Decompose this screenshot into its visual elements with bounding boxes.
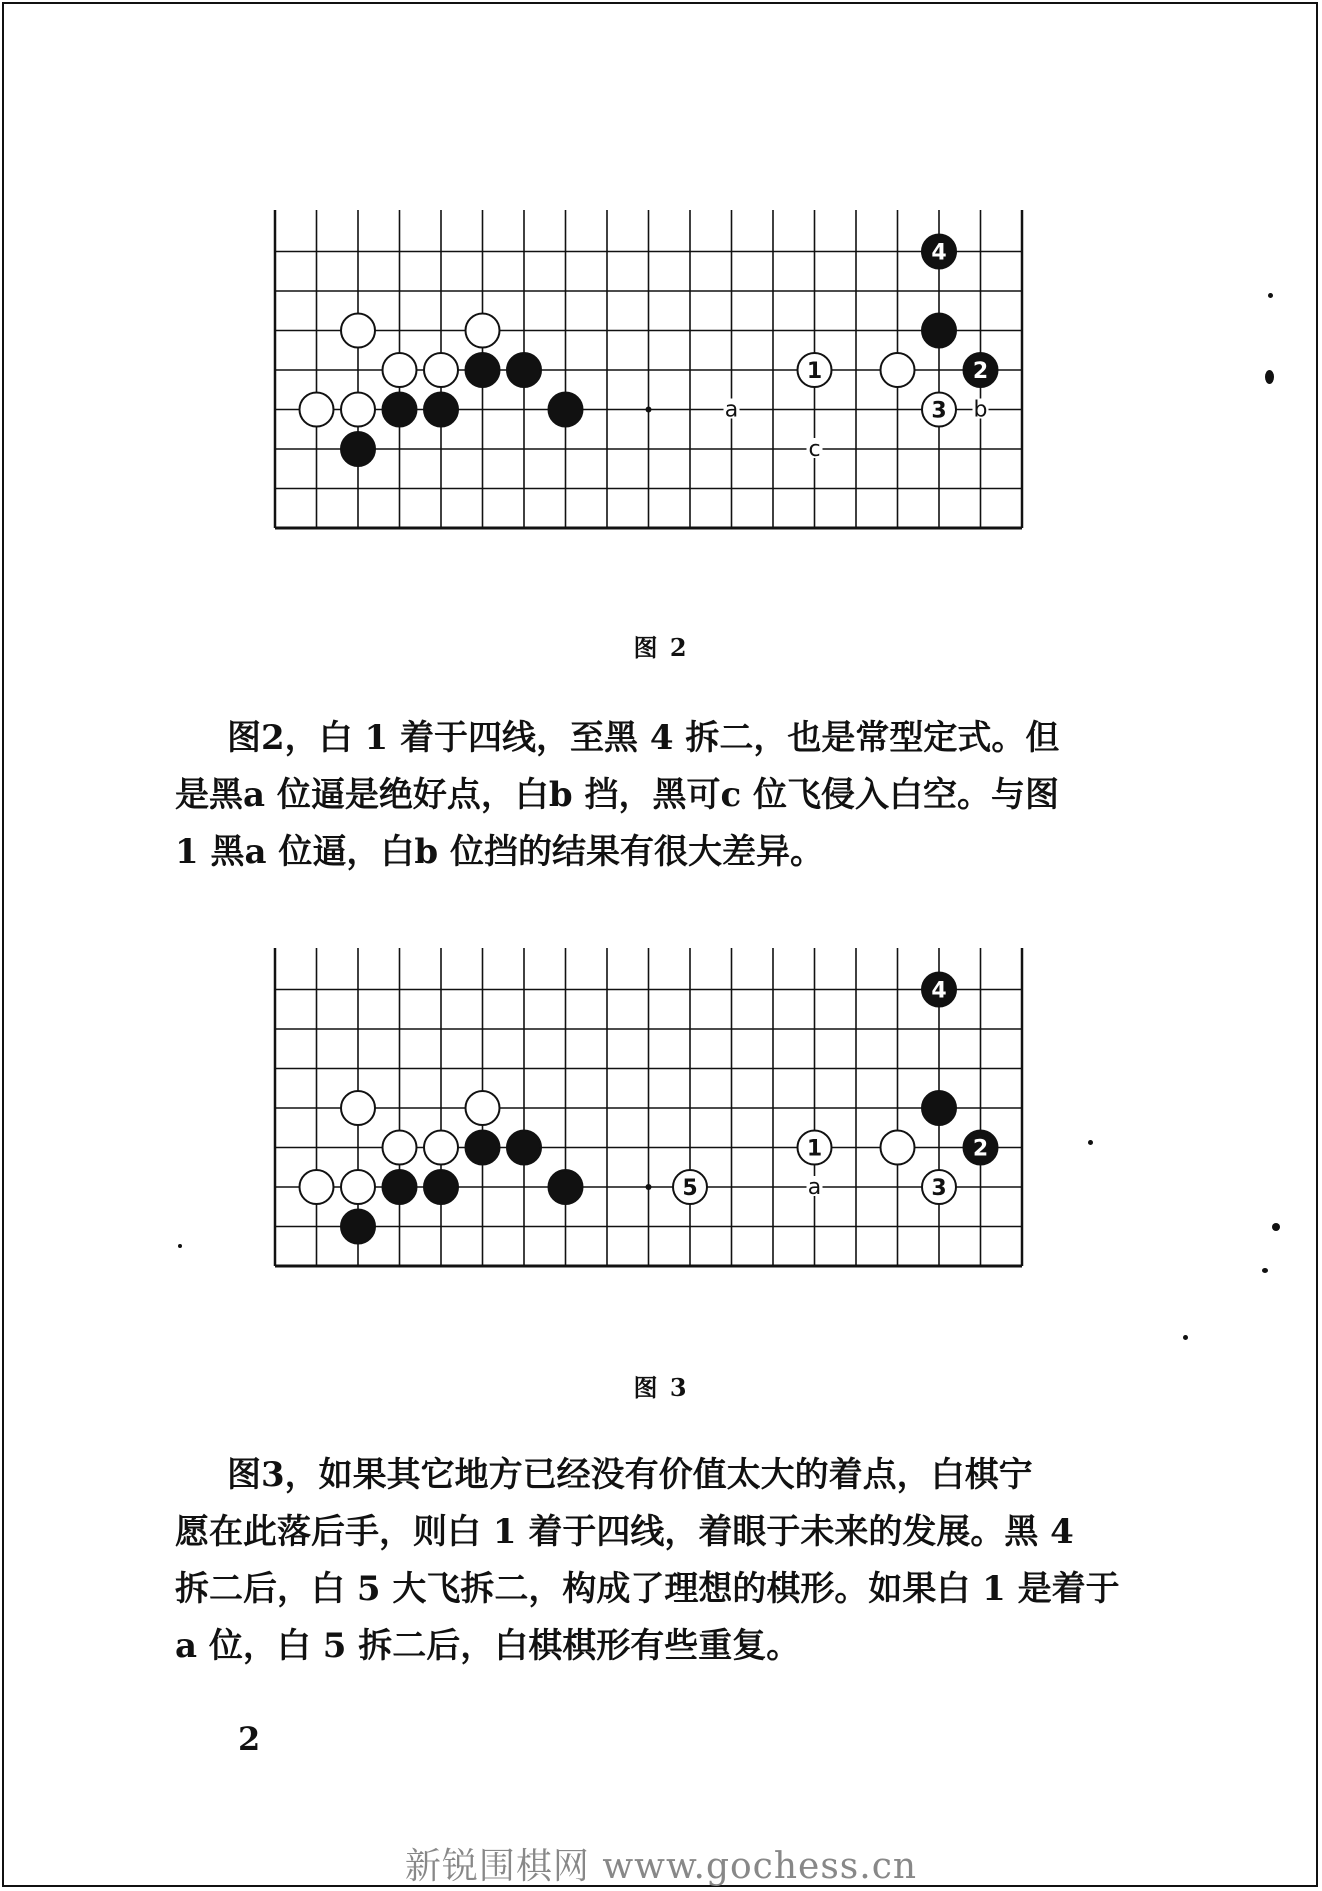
figure-2-caption: 图 2 <box>633 633 689 662</box>
go-diagram-figure-3 <box>270 948 1030 1323</box>
black-stone <box>424 1170 458 1204</box>
black-stone <box>383 393 417 427</box>
black-stone <box>922 314 956 348</box>
figure-2-explanation <box>175 710 1160 881</box>
paragraph-line: 是黑a 位逼是绝好点，白b 挡，黑可c 位飞侵入白空。与图 <box>175 775 1060 815</box>
white-stone <box>383 353 417 387</box>
stone-move-number: 1 <box>806 359 823 384</box>
white-stone <box>341 393 375 427</box>
scan-speck <box>1088 1140 1093 1145</box>
go-diagram-figure-2 <box>270 210 1030 585</box>
white-stone <box>341 1091 375 1125</box>
board-letter-mark: c <box>808 437 821 462</box>
black-stone <box>922 1091 956 1125</box>
stone-move-number: 2 <box>972 359 989 384</box>
scan-speck <box>1183 1335 1188 1340</box>
white-stone <box>300 393 334 427</box>
black-stone <box>383 1170 417 1204</box>
star-point <box>646 1184 652 1190</box>
white-stone <box>424 1131 458 1165</box>
stone-move-number: 4 <box>931 240 947 266</box>
paragraph-line: 1 黑a 位逼，白b 位挡的结果有很大差异。 <box>175 832 824 872</box>
white-stone <box>341 314 375 348</box>
black-stone <box>341 1210 375 1244</box>
board-letter-mark: a <box>807 1175 822 1200</box>
stone-move-number: 2 <box>972 1136 989 1162</box>
black-stone <box>549 393 583 427</box>
white-stone <box>881 353 915 387</box>
paragraph-line: 愿在此落后手，则白 1 着于四线，着眼于未来的发展。黑 4 <box>175 1512 1074 1552</box>
black-stone <box>466 353 500 387</box>
stone-move-number: 1 <box>806 1136 823 1162</box>
stone-move-number: 5 <box>682 1176 698 1201</box>
stone-move-number: 3 <box>931 398 947 424</box>
page-number: 2 <box>238 1720 261 1758</box>
scan-speck <box>1268 293 1273 298</box>
board-letter-mark: a <box>724 397 739 423</box>
scan-speck <box>178 1244 182 1248</box>
white-stone <box>300 1170 334 1204</box>
black-stone <box>549 1170 583 1204</box>
board-letter-mark: b <box>973 397 988 423</box>
paragraph-line: 图2，白 1 着于四线，至黑 4 拆二，也是常型定式。但 <box>227 718 1060 758</box>
black-stone <box>424 393 458 427</box>
scan-speck <box>1262 1268 1268 1273</box>
scan-speck <box>1265 370 1274 384</box>
watermark: 新锐围棋网 www.gochess.cn <box>404 1846 918 1887</box>
black-stone <box>341 432 375 466</box>
stone-move-number: 4 <box>931 978 947 1004</box>
scan-speck <box>1272 1223 1280 1231</box>
figure-3-explanation <box>175 1447 1160 1675</box>
white-stone <box>466 314 500 348</box>
white-stone <box>341 1170 375 1204</box>
paragraph-line: a 位，白 5 拆二后，白棋棋形有些重复。 <box>175 1626 801 1666</box>
white-stone <box>881 1131 915 1165</box>
white-stone <box>424 353 458 387</box>
stone-move-number: 3 <box>931 1176 947 1201</box>
star-point <box>646 407 652 413</box>
black-stone <box>466 1131 500 1165</box>
black-stone <box>507 353 541 387</box>
paragraph-line: 拆二后，白 5 大飞拆二，构成了理想的棋形。如果白 1 是着于 <box>175 1569 1120 1609</box>
white-stone <box>466 1091 500 1125</box>
black-stone <box>507 1131 541 1165</box>
white-stone <box>383 1131 417 1165</box>
figure-3-caption: 图 3 <box>633 1373 689 1402</box>
paragraph-line: 图3，如果其它地方已经没有价值太大的着点，白棋宁 <box>227 1455 1033 1495</box>
